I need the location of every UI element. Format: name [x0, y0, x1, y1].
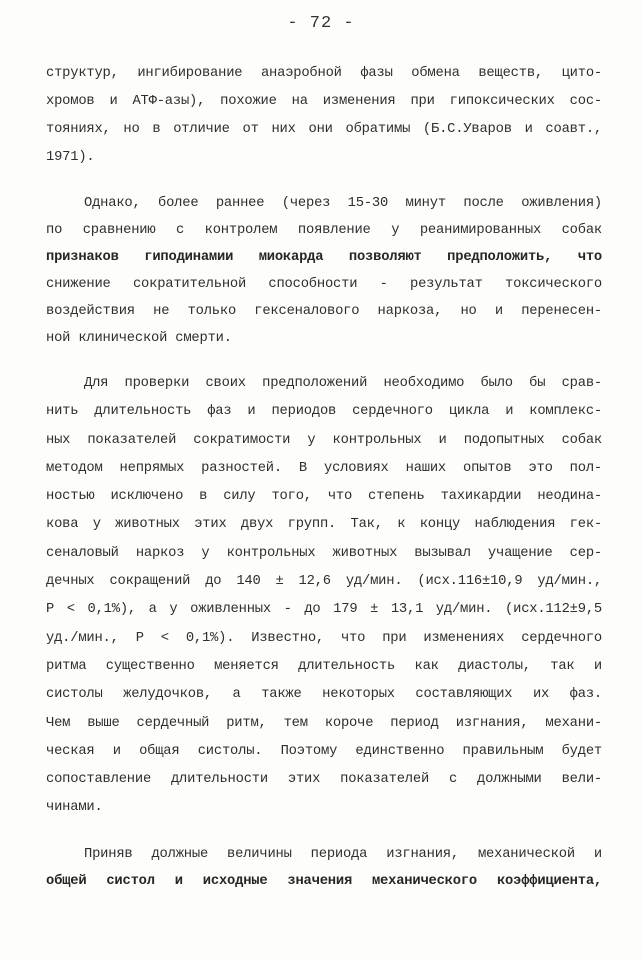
text-line: снижение сократительной способности - результат токсического: [46, 277, 602, 292]
paragraph-4: [46, 841, 602, 895]
text-line: систолы желудочков, а также некоторых составляющих их фаз.: [46, 687, 602, 703]
text-line: ных показателей сократимости у контрольных и подопытных собак: [46, 432, 602, 448]
text-line: ностью исключено в силу того, что степень тахикардии неодина-: [46, 489, 602, 505]
text-line: Чем выше сердечный ритм, тем короче период изгнания, механи-: [46, 715, 602, 731]
text-line: ческая и общая систолы. Поэтому единственно правильным будет: [46, 743, 602, 759]
text-line: уд./мин., Р < 0,1%). Известно, что при изменениях сердечного: [46, 630, 602, 646]
paragraph-3: [46, 370, 602, 823]
text-line: ритма существенно меняется длительность как диастолы, так и: [46, 658, 602, 674]
text-line: сеналовый наркоз у контрольных животных вызывал учащение сер-: [46, 545, 602, 561]
page-number: - 72 -: [287, 14, 355, 33]
body-text: [46, 60, 602, 913]
text-line: чинами.: [46, 800, 103, 816]
text-line: Для проверки своих предположений необходимо было бы срав-: [84, 376, 602, 391]
text-line: структур, ингибирование анаэробной фазы обмена веществ, цито-: [46, 66, 602, 81]
text-line: признаков гиподинамии миокарда позволяют предположить, что: [46, 250, 602, 265]
text-line: кова у животных этих двух групп. Так, к концу наблюдения гек-: [46, 517, 602, 533]
text-line: тояниях, но в отличие от них они обратимы (Б.С.Уваров и соавт.,: [46, 122, 602, 137]
text-line: ной клинической смерти.: [46, 331, 232, 346]
text-line: хромов и АТФ-азы), похожие на изменения при гипоксических сос-: [46, 94, 602, 109]
text-line: по сравнению с контролем появление у реанимированных собак: [46, 223, 602, 238]
text-line: методом непрямых разностей. В условиях наших опытов это пол-: [46, 460, 602, 476]
text-line: Однако, более раннее (через 15-30 минут после оживления): [84, 196, 602, 211]
paragraph-2: [46, 190, 602, 352]
text-line: сопоставление длительности этих показателей с должными вели-: [46, 772, 602, 788]
text-line: дечных сокращений до 140 ± 12,6 уд/мин. (исх.116±10,9 уд/мин.,: [46, 574, 602, 590]
paragraph-1: [46, 60, 602, 172]
text-line: Приняв должные величины периода изгнания, механической и: [84, 846, 602, 862]
text-line: Р < 0,1%), а у оживленных - до 179 ± 13,1 уд/мин. (исх.112±9,5: [46, 602, 602, 618]
text-line: нить длительность фаз и периодов сердечного цикла и комплекс-: [46, 404, 602, 420]
text-line: общей систол и исходные значения механического коэффициента,: [46, 873, 602, 889]
text-line: воздействия не только гексеналового наркоза, но и перенесен-: [46, 304, 602, 319]
text-line: 1971).: [46, 150, 95, 165]
